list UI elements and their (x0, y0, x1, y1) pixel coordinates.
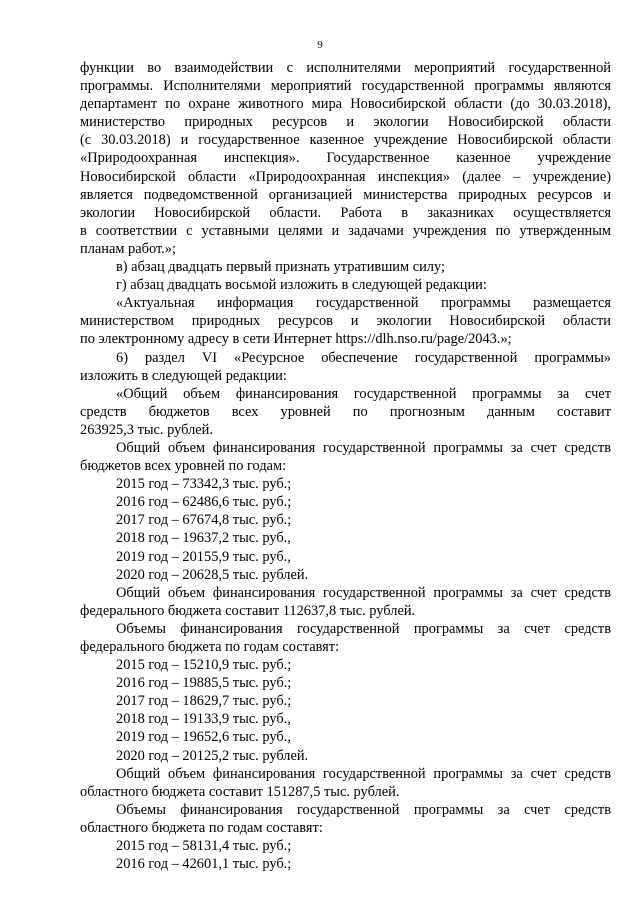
funding-year-line: 2020 год – 20125,2 тыс. рублей. (116, 747, 309, 764)
text-line: г) абзац двадцать восьмой изложить в следующей редакции: (116, 277, 487, 294)
text-line: экологии Новосибирской области. Работа в заказниках осуществляется (80, 204, 611, 221)
text-line: Новосибирской области «Природоохранная инспекция» (далее – учреждение) (80, 168, 611, 185)
text-line: Общий объем финансирования государственной программы за счет средств (116, 765, 611, 782)
text-line: бюджетов всех уровней по годам: (80, 458, 287, 475)
text-line: «Общий объем финансирования государственной программы за счет (116, 385, 611, 402)
funding-year-line: 2016 год – 19885,5 тыс. руб.; (116, 675, 292, 692)
text-line: программы. Исполнителями мероприятий государственной программы являются (80, 78, 611, 95)
text-line: министерство природных ресурсов и экологии Новосибирской области (80, 114, 611, 131)
text-line: (с 30.03.2018) и государственное казенное учреждение Новосибирской области (80, 132, 611, 149)
text-line: министерством природных ресурсов и экологии Новосибирской области (80, 313, 611, 330)
funding-year-line: 2016 год – 42601,1 тыс. руб.; (116, 856, 292, 873)
text-line: изложить в следующей редакции: (80, 367, 287, 384)
funding-year-line: 2018 год – 19133,9 тыс. руб., (116, 711, 291, 728)
text-line: является подведомственной организацией министерства природных ресурсов и (80, 186, 611, 203)
text-line: по электронному адресу в сети Интернет https://dlh.nso.ru/page/2043.»; (80, 331, 512, 348)
text-line: областного бюджета по годам составят: (80, 819, 323, 836)
funding-year-line: 2018 год – 19637,2 тыс. руб., (116, 530, 291, 547)
funding-year-line: 2020 год – 20628,5 тыс. рублей. (116, 566, 309, 583)
text-line: Объемы финансирования государственной программы за счет средств (116, 801, 611, 818)
text-line: в) абзац двадцать первый признать утратившим силу; (116, 259, 445, 276)
text-line: в соответствии с уставными целями и задачами учреждения по утвержденным (80, 222, 611, 239)
document-body (80, 59, 611, 873)
text-line: «Актуальная информация государственной программы размещается (116, 295, 611, 312)
funding-year-line: 2015 год – 73342,3 тыс. руб.; (116, 476, 292, 493)
text-line: Общий объем финансирования государственной программы за счет средств (116, 584, 611, 601)
text-line: функции во взаимодействии с исполнителями мероприятий государственной (80, 60, 611, 76)
text-line: средств бюджетов всех уровней по прогнозным данным составит (80, 403, 611, 420)
text-line: областного бюджета составит 151287,5 тыс. рублей. (80, 783, 400, 800)
text-line: 263925,3 тыс. рублей. (80, 421, 213, 438)
text-line: 6) раздел VI «Ресурсное обеспечение государственной программы» (116, 349, 611, 366)
funding-year-line: 2019 год – 20155,9 тыс. руб., (116, 548, 291, 565)
text-line: Объемы финансирования государственной программы за счет средств (116, 620, 611, 637)
text-line: федерального бюджета составит 112637,8 тыс. рублей. (80, 602, 416, 619)
funding-year-line: 2017 год – 67674,8 тыс. руб.; (116, 512, 292, 529)
text-line: Общий объем финансирования государственной программы за счет средств (116, 439, 611, 456)
funding-year-line: 2015 год – 15210,9 тыс. руб.; (116, 657, 292, 674)
text-line: департамент по охране животного мира Новосибирской области (до 30.03.2018), (80, 96, 611, 113)
funding-year-line: 2017 год – 18629,7 тыс. руб.; (116, 693, 292, 710)
funding-year-line: 2016 год – 62486,6 тыс. руб.; (116, 494, 292, 511)
funding-year-line: 2015 год – 58131,4 тыс. руб.; (116, 838, 292, 855)
page-number: 9 (317, 39, 323, 51)
text-line: федерального бюджета по годам составят: (80, 639, 340, 655)
text-line: планам работ.»; (80, 240, 176, 257)
funding-year-line: 2019 год – 19652,6 тыс. руб., (116, 729, 291, 746)
text-line: «Природоохранная инспекция». Государственное казенное учреждение (80, 150, 611, 167)
